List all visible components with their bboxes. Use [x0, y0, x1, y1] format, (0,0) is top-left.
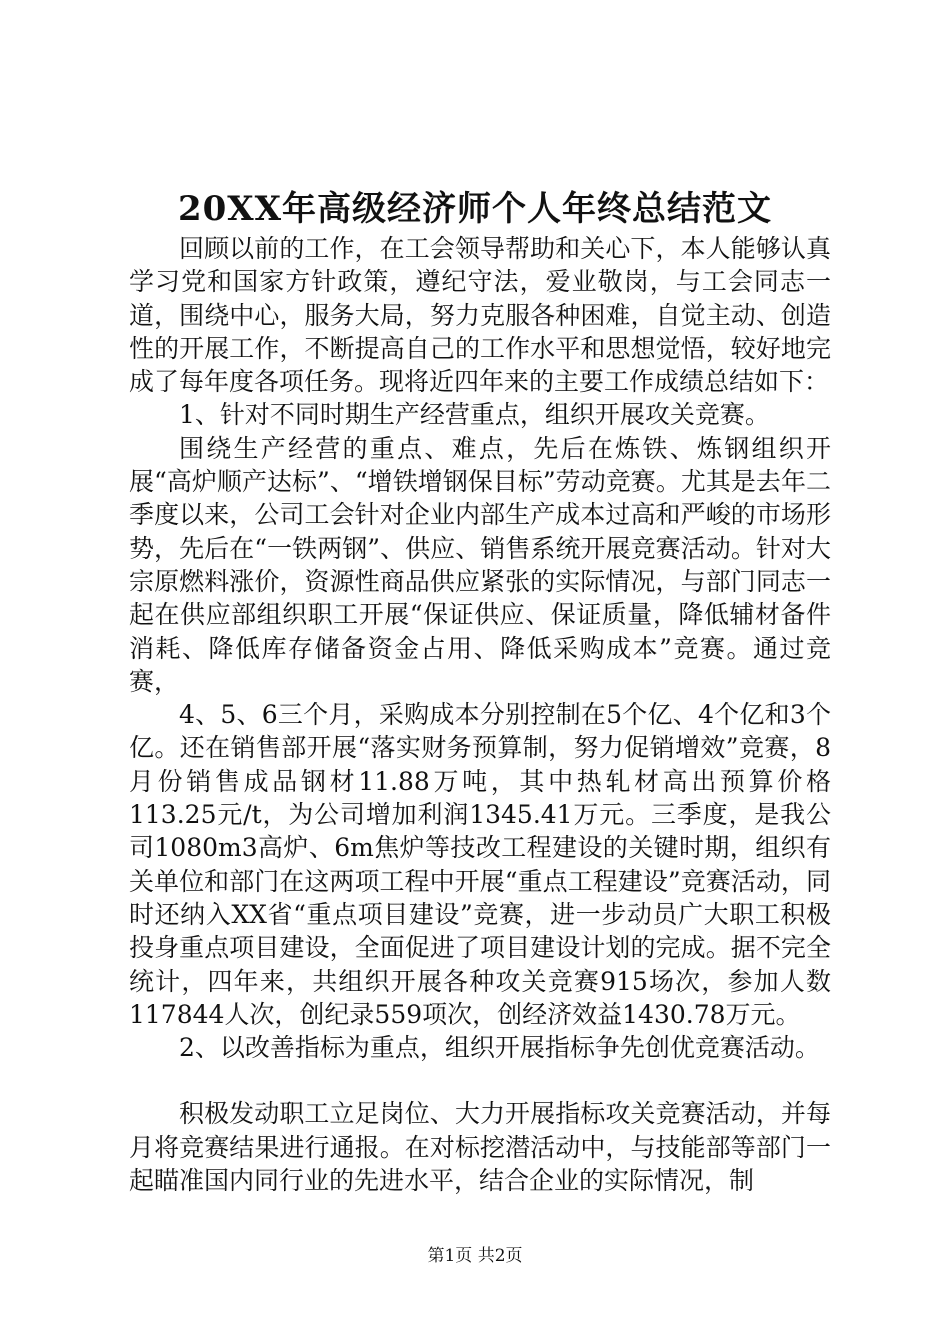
paragraph-heading-2: 2、以改善指标为重点，组织开展指标争先创优竞赛活动。 — [179, 1033, 820, 1063]
paragraph-competition: 围绕生产经营的重点、难点，先后在炼铁、炼钢组织开展“高炉顺产达标”、“增铁增钢保目标”劳动竞赛。尤其是去年二季度以来，公司工会针对企业内部生产成本过高和严峻的市场形势，先后在“一铁两钢”、供应、销售系统开展竞赛活动。针对大宗原燃料涨价，资源性商品供应紧张的实际情况，与部门同志一起在供应部组织职工开展“保证供应、保证质量，降低辅材备件消耗、降低库存储备资金占用、降低采购成本”竞赛。通过竞赛， — [129, 433, 831, 696]
document-body — [129, 232, 831, 1197]
paragraph-heading-1: 1、针对不同时期生产经营重点，组织开展攻关竞赛。 — [179, 400, 770, 430]
paragraph-results: 4、5、6三个月，采购成本分别控制在5个亿、4个亿和3个亿。还在销售部开展“落实财务预算制，努力促销增效”竞赛，8月份销售成品钢材11.88万吨，其中热轧材高出预算价格113.25元/t，为公司增加利润1345.41万元。三季度，是我公司1080m3高炉、6m焦炉等技改工程建设的关键时期，组织有关单位和部门在这两项工程中开展“重点工程建设”竞赛活动，同时还纳入XX省“重点项目建设”竞赛，进一步动员广大职工积极投身重点项目建设，全面促进了项目建设计划的完成。据不完全统计，四年来，共组织开展各种攻关竞赛915场次，参加人数117844人次，创纪录559项次，创经济效益1430.78万元。 — [129, 700, 831, 1029]
page-number: 第1页 共2页 — [427, 1246, 523, 1266]
paragraph-intro: 回顾以前的工作，在工会领导帮助和关心下，本人能够认真学习党和国家方针政策，遵纪守法，爱业敬岗，与工会同志一道，围绕中心，服务大局，努力克服各种困难，自觉主动、创造性的开展工作，不断提高自己的工作水平和思想觉悟，较好地完成了每年度各项任务。现将近四年来的主要工作成绩总结如下： — [129, 234, 831, 397]
document-title: 20XX年高级经济师个人年终总结范文 — [177, 189, 773, 229]
paragraph-indicators: 积极发动职工立足岗位、大力开展指标攻关竞赛活动，并每月将竞赛结果进行通报。在对标挖潜活动中，与技能部等部门一起瞄准国内同行业的先进水平，结合企业的实际情况，制 — [129, 1099, 831, 1196]
